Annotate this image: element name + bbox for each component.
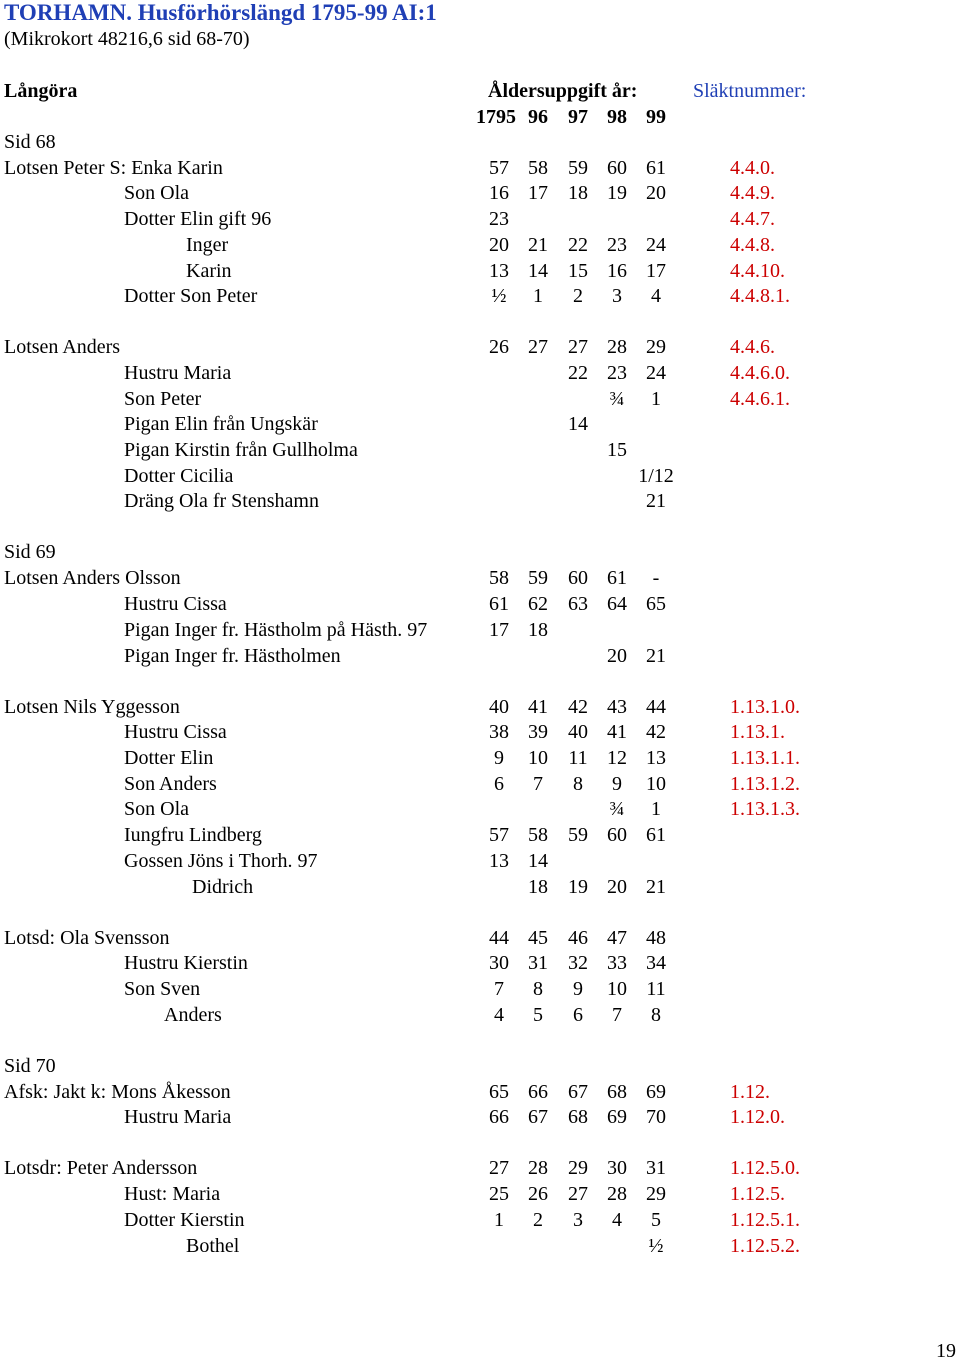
age-cell: 60: [568, 567, 588, 589]
kin-number: 4.4.6.: [730, 336, 775, 358]
kin-number: 4.4.9.: [730, 182, 775, 204]
section-label: Sid 70: [4, 1055, 56, 1077]
village-heading: Långöra: [4, 80, 78, 102]
age-cell: 19: [607, 182, 627, 204]
age-cell: 15: [607, 439, 627, 461]
age-cell: 13: [489, 850, 509, 872]
age-cell: ¾: [609, 388, 625, 410]
age-cell: 10: [607, 978, 627, 1000]
age-cell: 61: [646, 157, 666, 179]
kin-number: 1.12.0.: [730, 1106, 785, 1128]
age-cell: 34: [646, 952, 666, 974]
person-name: Karin: [186, 260, 232, 282]
age-cell: 48: [646, 927, 666, 949]
age-cell: 21: [646, 645, 666, 667]
kin-number: 4.4.8.1.: [730, 285, 790, 307]
age-cell: ¾: [609, 798, 625, 820]
kin-number: 1.13.1.: [730, 721, 785, 743]
age-cell: 1: [651, 798, 661, 820]
age-cell: 24: [646, 234, 666, 256]
age-cell: 18: [528, 619, 548, 641]
kin-number: 4.4.8.: [730, 234, 775, 256]
age-cell: 4: [651, 285, 661, 307]
age-cell: 21: [646, 876, 666, 898]
age-cell: 8: [651, 1004, 661, 1026]
age-cell: 25: [489, 1183, 509, 1205]
kin-number: 4.4.0.: [730, 157, 775, 179]
age-cell: 15: [568, 260, 588, 282]
age-cell: 11: [646, 978, 666, 1000]
age-cell: 22: [568, 234, 588, 256]
age-cell: 59: [528, 567, 548, 589]
page-number: 19: [936, 1340, 956, 1362]
age-cell: 26: [528, 1183, 548, 1205]
age-cell: 29: [568, 1157, 588, 1179]
age-cell: 70: [646, 1106, 666, 1128]
person-name: Lotsdr: Peter Andersson: [4, 1157, 198, 1179]
age-cell: 58: [528, 824, 548, 846]
age-cell: 40: [568, 721, 588, 743]
age-cell: 11: [568, 747, 588, 769]
age-cell: 38: [489, 721, 509, 743]
age-cell: 10: [646, 773, 666, 795]
age-cell: 13: [489, 260, 509, 282]
age-cell: 30: [607, 1157, 627, 1179]
age-cell: 5: [533, 1004, 543, 1026]
age-cell: 28: [607, 1183, 627, 1205]
person-name: Iungfru Lindberg: [124, 824, 262, 846]
age-cell: 42: [646, 721, 666, 743]
person-name: Hustru Cissa: [124, 721, 227, 743]
age-cell: 60: [607, 824, 627, 846]
age-cell: 27: [489, 1157, 509, 1179]
age-cell: 65: [646, 593, 666, 615]
age-cell: 23: [607, 362, 627, 384]
age-cell: 66: [528, 1081, 548, 1103]
person-name: Hust: Maria: [124, 1183, 221, 1205]
year-header: 97: [568, 106, 588, 128]
person-name: Gossen Jöns i Thorh. 97: [124, 850, 318, 872]
age-cell: 20: [646, 182, 666, 204]
person-name: Hustru Maria: [124, 1106, 232, 1128]
age-cell: 42: [568, 696, 588, 718]
age-cell: 62: [528, 593, 548, 615]
age-cell: 22: [568, 362, 588, 384]
age-cell: 39: [528, 721, 548, 743]
age-cell: 21: [646, 490, 666, 512]
age-cell: 2: [533, 1209, 543, 1231]
age-cell: 6: [494, 773, 504, 795]
year-header: 96: [528, 106, 548, 128]
age-cell: 27: [568, 336, 588, 358]
kin-number: 1.13.1.3.: [730, 798, 800, 820]
age-cell: 4: [612, 1209, 622, 1231]
kin-number: 1.13.1.2.: [730, 773, 800, 795]
person-name: Dotter Elin gift 96: [124, 208, 272, 230]
age-cell: 7: [612, 1004, 622, 1026]
person-name: Bothel: [186, 1235, 240, 1257]
person-name: Son Sven: [124, 978, 201, 1000]
age-cell: 24: [646, 362, 666, 384]
age-cell: 44: [646, 696, 666, 718]
age-cell: 46: [568, 927, 588, 949]
kin-number: 4.4.6.0.: [730, 362, 790, 384]
person-name: Hustru Maria: [124, 362, 232, 384]
person-name: Lotsen Anders Olsson: [4, 567, 181, 589]
age-cell: 60: [607, 157, 627, 179]
age-cell: 44: [489, 927, 509, 949]
age-cell: 68: [607, 1081, 627, 1103]
age-cell: 69: [607, 1106, 627, 1128]
kin-number: 4.4.7.: [730, 208, 775, 230]
age-cell: 29: [646, 1183, 666, 1205]
age-cell: 1: [651, 388, 661, 410]
age-cell: 28: [607, 336, 627, 358]
age-cell: 4: [494, 1004, 504, 1026]
kin-number: 4.4.10.: [730, 260, 785, 282]
kin-number: 1.12.5.: [730, 1183, 785, 1205]
age-cell: 41: [528, 696, 548, 718]
age-cell: 19: [568, 876, 588, 898]
age-cell: 8: [533, 978, 543, 1000]
age-cell: 31: [528, 952, 548, 974]
age-cell: 63: [568, 593, 588, 615]
age-cell: 3: [573, 1209, 583, 1231]
age-cell: 16: [607, 260, 627, 282]
person-name: Lotsen Anders: [4, 336, 121, 358]
age-cell: 61: [607, 567, 627, 589]
kin-number: 1.12.5.2.: [730, 1235, 800, 1257]
age-cell: 13: [646, 747, 666, 769]
year-header: 98: [607, 106, 627, 128]
age-cell: 18: [528, 876, 548, 898]
age-cell: 58: [528, 157, 548, 179]
age-cell: 23: [489, 208, 509, 230]
age-cell: 1/12: [638, 465, 674, 487]
age-cell: 28: [528, 1157, 548, 1179]
person-name: Pigan Kirstin från Gullholma: [124, 439, 358, 461]
age-cell: -: [652, 567, 660, 589]
year-header: 1795: [476, 106, 516, 128]
age-cell: 5: [651, 1209, 661, 1231]
age-cell: 14: [568, 413, 588, 435]
age-cell: 8: [573, 773, 583, 795]
person-name: Pigan Inger fr. Hästholmen: [124, 645, 341, 667]
person-name: Anders: [164, 1004, 222, 1026]
document-subtitle: (Mikrokort 48216,6 sid 68-70): [4, 28, 250, 50]
age-cell: ½: [648, 1235, 664, 1257]
person-name: Son Ola: [124, 798, 189, 820]
age-cell: 9: [494, 747, 504, 769]
age-cell: 9: [573, 978, 583, 1000]
age-cell: 9: [612, 773, 622, 795]
person-name: Son Peter: [124, 388, 202, 410]
person-name: Lotsen Nils Yggesson: [4, 696, 180, 718]
age-cell: 27: [568, 1183, 588, 1205]
age-cell: 20: [607, 645, 627, 667]
person-name: Dotter Cicilia: [124, 465, 234, 487]
person-name: Dotter Kierstin: [124, 1209, 245, 1231]
age-cell: 61: [646, 824, 666, 846]
person-name: Hustru Cissa: [124, 593, 227, 615]
person-name: Pigan Elin från Ungskär: [124, 413, 318, 435]
year-header: 99: [646, 106, 666, 128]
kin-number: 1.13.1.1.: [730, 747, 800, 769]
person-name: Dräng Ola fr Stenshamn: [124, 490, 319, 512]
person-name: Lotsen Peter S: Enka Karin: [4, 157, 223, 179]
age-cell: 66: [489, 1106, 509, 1128]
section-label: Sid 68: [4, 131, 56, 153]
age-cell: 20: [607, 876, 627, 898]
age-cell: 57: [489, 824, 509, 846]
age-cell: 65: [489, 1081, 509, 1103]
age-cell: 41: [607, 721, 627, 743]
person-name: Son Anders: [124, 773, 217, 795]
age-cell: 1: [494, 1209, 504, 1231]
age-cell: 40: [489, 696, 509, 718]
person-name: Afsk: Jakt k: Mons Åkesson: [4, 1081, 231, 1103]
age-cell: 3: [612, 285, 622, 307]
age-cell: 32: [568, 952, 588, 974]
age-cell: 7: [533, 773, 543, 795]
age-cell: 67: [528, 1106, 548, 1128]
kin-heading: Släktnummer:: [693, 80, 807, 102]
person-name: Dotter Elin: [124, 747, 214, 769]
age-cell: 2: [573, 285, 583, 307]
age-cell: 59: [568, 157, 588, 179]
age-cell: 33: [607, 952, 627, 974]
age-cell: 14: [528, 850, 548, 872]
age-cell: 17: [528, 182, 548, 204]
age-cell: 30: [489, 952, 509, 974]
age-cell: 69: [646, 1081, 666, 1103]
age-cell: 67: [568, 1081, 588, 1103]
kin-number: 1.12.: [730, 1081, 770, 1103]
section-label: Sid 69: [4, 541, 56, 563]
kin-number: 4.4.6.1.: [730, 388, 790, 410]
age-cell: 27: [528, 336, 548, 358]
age-cell: 20: [489, 234, 509, 256]
person-name: Pigan Inger fr. Hästholm på Hästh. 97: [124, 619, 428, 641]
age-cell: 26: [489, 336, 509, 358]
person-name: Lotsd: Ola Svensson: [4, 927, 170, 949]
age-cell: 29: [646, 336, 666, 358]
kin-number: 1.13.1.0.: [730, 696, 800, 718]
age-cell: 57: [489, 157, 509, 179]
age-cell: 31: [646, 1157, 666, 1179]
age-cell: 58: [489, 567, 509, 589]
person-name: Inger: [186, 234, 229, 256]
age-cell: 61: [489, 593, 509, 615]
person-name: Didrich: [192, 876, 254, 898]
document-title: TORHAMN. Husförhörslängd 1795-99 AI:1: [4, 0, 437, 25]
person-name: Son Ola: [124, 182, 189, 204]
age-cell: 14: [528, 260, 548, 282]
age-cell: 45: [528, 927, 548, 949]
age-cell: 17: [489, 619, 509, 641]
age-cell: 17: [646, 260, 666, 282]
kin-number: 1.12.5.0.: [730, 1157, 800, 1179]
age-cell: 47: [607, 927, 627, 949]
age-cell: 1: [533, 285, 543, 307]
kin-number: 1.12.5.1.: [730, 1209, 800, 1231]
age-cell: 21: [528, 234, 548, 256]
age-cell: 23: [607, 234, 627, 256]
age-cell: 10: [528, 747, 548, 769]
age-cell: 12: [607, 747, 627, 769]
age-cell: 68: [568, 1106, 588, 1128]
age-cell: 6: [573, 1004, 583, 1026]
age-cell: ½: [491, 285, 507, 307]
age-cell: 59: [568, 824, 588, 846]
person-name: Hustru Kierstin: [124, 952, 248, 974]
age-cell: 7: [494, 978, 504, 1000]
person-name: Dotter Son Peter: [124, 285, 258, 307]
age-heading: Åldersuppgift år:: [488, 80, 638, 102]
age-cell: 18: [568, 182, 588, 204]
age-cell: 16: [489, 182, 509, 204]
age-cell: 64: [607, 593, 627, 615]
age-cell: 43: [607, 696, 627, 718]
